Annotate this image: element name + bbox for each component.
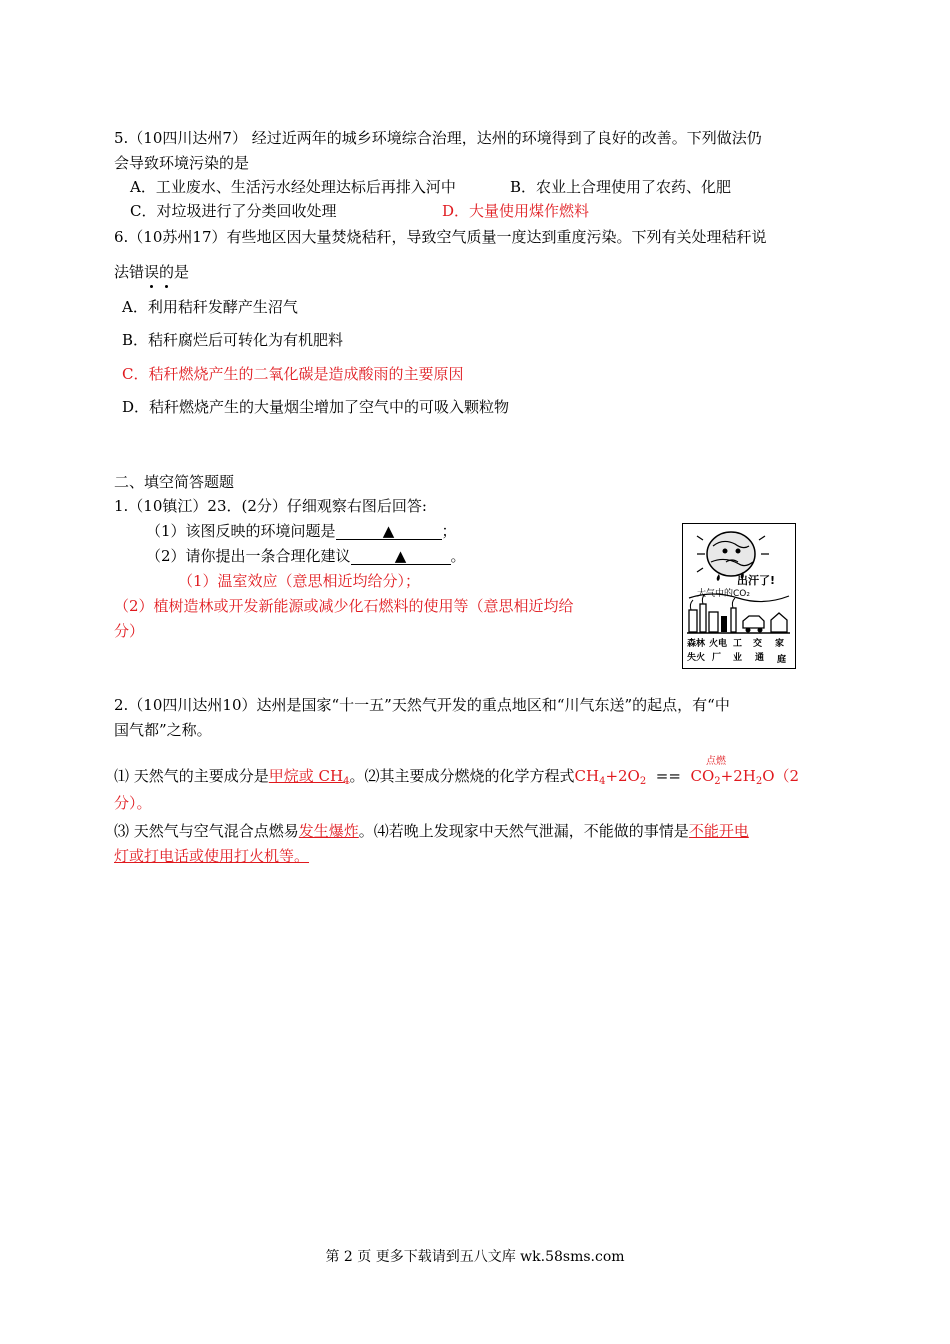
q6-stem-line1: 6.（10苏州17）有些地区因大量焚烧秸秆，导致空气质量一度达到重度污染。下列有关处理秸秆说 (114, 228, 767, 246)
fq2-stem-line1: 2.（10四川达州10）达州是国家“十一五”天然气开发的重点地区和“川气东送”的起点，有“中 (114, 696, 730, 714)
cartoon-text-sweat: 出汗了! (737, 574, 776, 587)
eq-h: +2H (720, 767, 756, 785)
q6-option-d: D．秸秆燃烧产生的大量烟尘增加了空气中的可吸入颗粒物 (122, 398, 510, 416)
cartoon-label: 庭 (777, 655, 787, 665)
fq2-part1 (114, 766, 799, 792)
eq-sub: 2 (755, 776, 763, 787)
q5-option-d-answer: D．大量使用煤作燃料 (442, 202, 590, 220)
q5-option-a: A．工业废水、生活污水经处理达标后再排入河中 (130, 178, 456, 196)
emphasis-dot (150, 285, 153, 288)
q5-option-b: B．农业上合理使用了农药、化肥 (510, 178, 732, 196)
fq1-sub1-end: ； (441, 522, 457, 540)
eq-o2: +2O (605, 767, 640, 785)
fq2-stem-line2: 国气都”之称。 (114, 721, 212, 739)
fq2-part4-prompt: 。⑷若晚上发现家中天然气泄漏，不能做的事情是 (358, 822, 689, 840)
methane-subscript: 4 (343, 776, 350, 787)
methane-text: 甲烷或 CH (268, 767, 344, 785)
cartoon-label: 森林 (687, 639, 706, 649)
q6-option-b: B．秸秆腐烂后可转化为有机肥料 (122, 331, 344, 349)
fq2-part3 (114, 821, 749, 841)
cartoon-label: 通 (755, 653, 765, 663)
greenhouse-cartoon (682, 523, 796, 669)
fq1-sub2 (146, 546, 466, 566)
fq1-answer2-line2: 分） (114, 622, 145, 640)
fq1-sub1-blank: ▲ (336, 523, 442, 540)
cartoon-text-co2: 大气中的CO₂ (697, 589, 750, 599)
q5-option-c: C．对垃圾进行了分类回收处理 (130, 202, 337, 220)
q6-option-a: A．利用秸秆发酵产生沼气 (122, 298, 298, 316)
fq1-sub2-end: 。 (450, 547, 466, 565)
cartoon-label: 失火 (687, 653, 706, 663)
eq-ch: CH (574, 767, 600, 785)
cartoon-label: 厂 (712, 653, 722, 663)
fq2-answer-leak-part1: 不能开电 (688, 822, 749, 840)
fq2-part1-prompt: ⑴ 天然气的主要成分是 (114, 767, 269, 785)
fq2-part2-prompt: 。⑵其主要成分燃烧的化学方程式 (349, 767, 575, 785)
fq1-sub1-prompt: （1）该图反映的环境问题是 (146, 522, 336, 540)
fq2-answer-leak-part2: 灯或打电话或使用打火机等。 (114, 847, 310, 865)
q6-option-c-answer: C．秸秆燃烧产生的二氧化碳是造成酸雨的主要原因 (122, 365, 464, 383)
equation-right (690, 767, 799, 785)
equation-sign: == (655, 767, 681, 785)
cartoon-label: 家 (775, 639, 785, 649)
eq-sub: 4 (599, 776, 606, 787)
q6-stem-line2: 法错误的是 (114, 263, 190, 281)
fq1-answer2-line1: （2）植树造林或开发新能源或减少化石燃料的使用等（意思相近均给 (114, 597, 574, 615)
fq1-sub2-blank: ▲ (351, 548, 451, 565)
fq1-stem: 1.（10镇江）23．(2分）仔细观察右图后回答: (114, 497, 427, 515)
cartoon-label: 火电 (709, 639, 728, 649)
eq-sub: 2 (714, 776, 721, 787)
fq1-sub2-prompt: （2）请你提出一条合理化建议 (146, 547, 351, 565)
fq2-part3-prompt: ⑶ 天然气与空气混合点燃易 (114, 822, 299, 840)
equation-condition: 点燃 (706, 756, 726, 767)
q5-stem-line1: 5.（10四川达州7） 经过近两年的城乡环境综合治理，达州的环境得到了良好的改善。下列做法仍 (114, 129, 762, 147)
fq2-answer-explosion: 发生爆炸 (298, 822, 359, 840)
q5-stem-line2: 会导致环境污染的是 (114, 154, 250, 172)
equation-left (575, 767, 647, 785)
cartoon-label: 业 (733, 653, 743, 663)
fq2-answer-methane (269, 767, 350, 785)
emphasis-dot (165, 285, 168, 288)
fq1-answer1: （1）温室效应（意思相近均给分）； (178, 572, 421, 590)
cartoon-label: 工 (733, 639, 743, 649)
eq-co: CO (690, 767, 715, 785)
eq-sub: 2 (639, 776, 647, 787)
eq-o-score: O（2 (762, 767, 800, 785)
section-title: 二、填空简答题题 (114, 473, 235, 491)
fq1-sub1 (146, 521, 457, 541)
fq2-score-end: 分）。 (114, 794, 152, 812)
cartoon-label: 交 (753, 639, 763, 649)
page-footer: 第 2 页 更多下载请到五八文库 wk.58sms.com (325, 1249, 625, 1265)
